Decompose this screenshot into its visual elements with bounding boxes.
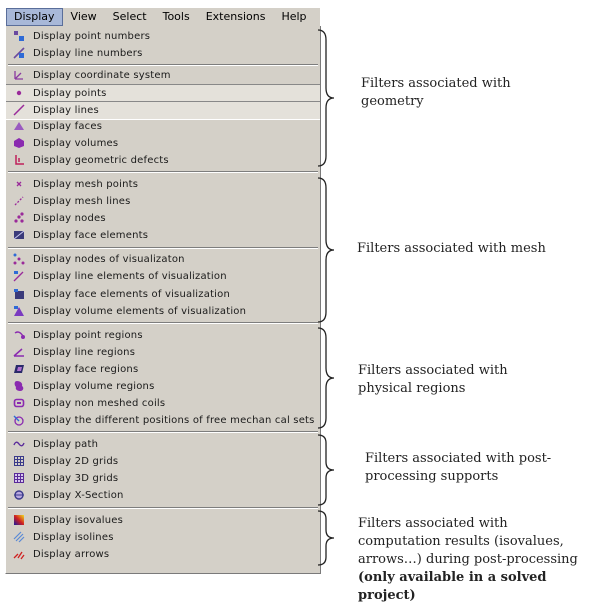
menu-item-volume-regions[interactable]: Display volume regions: [6, 378, 320, 395]
brace-computation-results: [316, 509, 340, 567]
menu-item-2d-grids[interactable]: Display 2D grids: [6, 453, 320, 470]
menu-tools[interactable]: Tools: [162, 10, 190, 23]
annotation-physical-regions: Filters associated with physical regions: [358, 363, 508, 396]
mesh-points-icon: [13, 178, 25, 190]
nodes-visualization-icon: [13, 253, 25, 265]
menu-item-face-regions[interactable]: Display face regions: [6, 361, 320, 378]
menu-view[interactable]: View: [70, 10, 97, 23]
menu-item-arrows[interactable]: Display arrows: [6, 546, 320, 563]
menu-item-point-numbers[interactable]: Display point numbers: [6, 28, 320, 45]
menu-item-volume-elements-visualization[interactable]: Display volume elements of visualization: [6, 303, 320, 320]
menu-item-geometric-defects[interactable]: Display geometric defects: [6, 152, 320, 169]
menu-item-point-regions[interactable]: Display point regions: [6, 327, 320, 344]
menu-bar: [5, 7, 320, 27]
menu-display[interactable]: Display: [6, 8, 63, 26]
arrows-icon: [13, 548, 25, 560]
line-regions-icon: [13, 346, 25, 358]
menu-separator: [8, 322, 318, 324]
menu-item-path[interactable]: Display path: [6, 436, 320, 453]
volumes-icon: [13, 137, 25, 149]
menu-item-nodes-visualization[interactable]: Display nodes of visualizaton: [6, 251, 320, 268]
annotation-results-bold: (only available in a solved project): [358, 570, 547, 603]
menu-item-non-meshed-coils[interactable]: Display non meshed coils: [6, 395, 320, 412]
menu-item-points[interactable]: Display points: [6, 84, 320, 103]
menu-separator: [8, 64, 318, 66]
menu-item-face-elements-visualization[interactable]: Display face elements of visualization: [6, 286, 320, 303]
menu-help[interactable]: Help: [281, 10, 307, 23]
menu-separator: [8, 507, 318, 509]
menu-item-lines[interactable]: Display lines: [6, 101, 320, 120]
isolines-icon: [13, 531, 25, 543]
coordinate-system-icon: [13, 69, 25, 81]
menu-item-mesh-points[interactable]: Display mesh points: [6, 176, 320, 193]
point-numbers-icon: [13, 30, 25, 42]
point-regions-icon: [13, 329, 25, 341]
volume-regions-icon: [13, 380, 25, 392]
path-icon: [13, 438, 25, 450]
menu-item-line-elements-visualization[interactable]: Display line elements of visualization: [6, 268, 320, 285]
brace-physical-regions: [316, 326, 340, 430]
grid-2d-icon: [13, 455, 25, 467]
menu-separator: [8, 247, 318, 249]
menu-item-x-section[interactable]: Display X-Section: [6, 487, 320, 504]
menu-item-faces[interactable]: Display faces: [6, 118, 320, 135]
faces-icon: [13, 120, 25, 132]
annotation-geometry: Filters associated with geometry: [361, 76, 511, 109]
coils-icon: [13, 397, 25, 409]
menu-item-3d-grids[interactable]: Display 3D grids: [6, 470, 320, 487]
menu-item-line-numbers[interactable]: Display line numbers: [6, 45, 320, 62]
line-elements-visualization-icon: [13, 270, 25, 282]
annotation-mesh: Filters associated with mesh: [357, 241, 546, 256]
annotation-results-text: Filters associated with computation results (isovalues, arrows…) during post-processing: [358, 516, 578, 567]
menu-separator: [8, 171, 318, 173]
line-numbers-icon: [13, 47, 25, 59]
menu-item-line-regions[interactable]: Display line regions: [6, 344, 320, 361]
brace-post-processing-supports: [316, 433, 340, 507]
face-elements-icon: [13, 229, 25, 241]
face-elements-visualization-icon: [13, 288, 25, 300]
menu-select[interactable]: Select: [112, 10, 147, 23]
nodes-icon: [13, 212, 25, 224]
display-dropdown-menu: [5, 26, 321, 574]
lines-icon: [13, 104, 25, 116]
mechanical-sets-icon: [13, 414, 25, 426]
volume-elements-visualization-icon: [13, 305, 25, 317]
menu-item-volumes[interactable]: Display volumes: [6, 135, 320, 152]
grid-3d-icon: [13, 472, 25, 484]
menu-item-coordinate-system[interactable]: Display coordinate system: [6, 67, 320, 84]
points-icon: [13, 87, 25, 99]
annotation-post-processing-supports: Filters associated with post-processing supports: [365, 451, 552, 484]
menu-item-free-mechanical-sets[interactable]: Display the different positions of free mechan cal sets: [6, 412, 320, 429]
x-section-icon: [13, 489, 25, 501]
menu-item-isovalues[interactable]: Display isovalues: [6, 512, 320, 529]
isovalues-icon: [13, 514, 25, 526]
menu-item-nodes[interactable]: Display nodes: [6, 210, 320, 227]
menu-item-face-elements[interactable]: Display face elements: [6, 227, 320, 244]
menu-separator: [8, 431, 318, 433]
brace-geometry: [316, 28, 340, 168]
geometric-defects-icon: [13, 154, 25, 166]
face-regions-icon: [13, 363, 25, 375]
annotation-computation-results: [358, 515, 594, 605]
mesh-lines-icon: [13, 195, 25, 207]
menu-extensions[interactable]: Extensions: [205, 10, 266, 23]
menu-item-mesh-lines[interactable]: Display mesh lines: [6, 193, 320, 210]
brace-mesh: [316, 176, 340, 324]
menu-item-isolines[interactable]: Display isolines: [6, 529, 320, 546]
